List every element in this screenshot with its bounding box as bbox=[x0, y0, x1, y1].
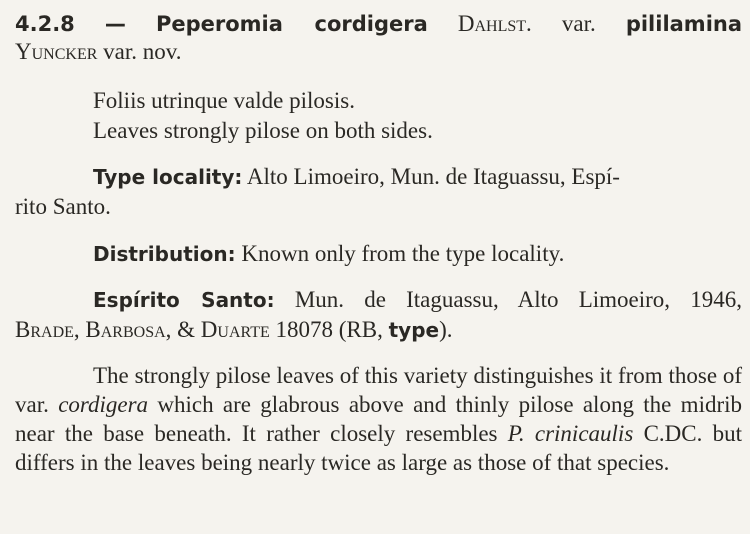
heading-dash: — bbox=[104, 12, 126, 36]
diagnosis-block bbox=[93, 86, 742, 146]
species-heading-line2 bbox=[15, 38, 742, 66]
heading-variety: pililamina bbox=[625, 12, 743, 36]
type-locality-label: Type locality: bbox=[93, 165, 243, 189]
specimen-herbarium-open: (RB, bbox=[338, 317, 383, 342]
discussion-part3: but differs in the leaves being nearly twice as large as those of that species. bbox=[15, 421, 743, 475]
distribution-label: Distribution: bbox=[93, 242, 236, 266]
discussion-author2: C.DC. bbox=[643, 421, 703, 446]
specimen-number: 18078 bbox=[275, 317, 334, 342]
heading-species: Peperomia cordigera bbox=[155, 12, 428, 36]
specimen-herbarium-close: ). bbox=[439, 317, 453, 342]
heading-var-author: Yuncker bbox=[15, 39, 98, 64]
specimen-type-word: type bbox=[388, 318, 440, 342]
specimen-paragraph bbox=[15, 285, 742, 315]
heading-status: var. nov. bbox=[103, 39, 182, 64]
species-heading bbox=[15, 10, 742, 38]
heading-author: Dahlst. bbox=[457, 11, 532, 36]
type-locality-paragraph bbox=[15, 162, 742, 221]
distribution-text: Known only from the type locality. bbox=[241, 241, 565, 266]
specimen-collectors: Brade, Barbosa, & Duarte bbox=[15, 317, 270, 342]
discussion-part2: which are glabrous above and thinly pilose along the midrib near the base beneath. It rather closely resembles bbox=[15, 392, 743, 446]
distribution-paragraph bbox=[15, 239, 742, 269]
discussion-taxon2: P. crinicaulis bbox=[507, 421, 634, 446]
specimen-label: Espírito Santo: bbox=[93, 288, 275, 312]
discussion-paragraph bbox=[15, 361, 742, 477]
specimen-paragraph-line2 bbox=[15, 315, 742, 345]
heading-var-label: var. bbox=[561, 11, 596, 36]
discussion-part1: The strongly pilose leaves of this variety distinguishes it from those of var. bbox=[15, 363, 742, 417]
specimen-text-1: Mun. de Itaguassu, Alto Limoeiro, 1946, bbox=[294, 287, 742, 312]
diagnosis-english: Leaves strongly pilose on both sides. bbox=[93, 118, 433, 143]
type-locality-text-1: Alto Limoeiro, Mun. de Itaguassu, Espí- bbox=[246, 164, 620, 189]
type-locality-text-2: rito Santo. bbox=[15, 194, 111, 219]
heading-number: 4.2.8 bbox=[15, 12, 75, 36]
diagnosis-latin: Foliis utrinque valde pilosis. bbox=[93, 88, 355, 113]
discussion-taxon1: cordigera bbox=[58, 392, 149, 417]
